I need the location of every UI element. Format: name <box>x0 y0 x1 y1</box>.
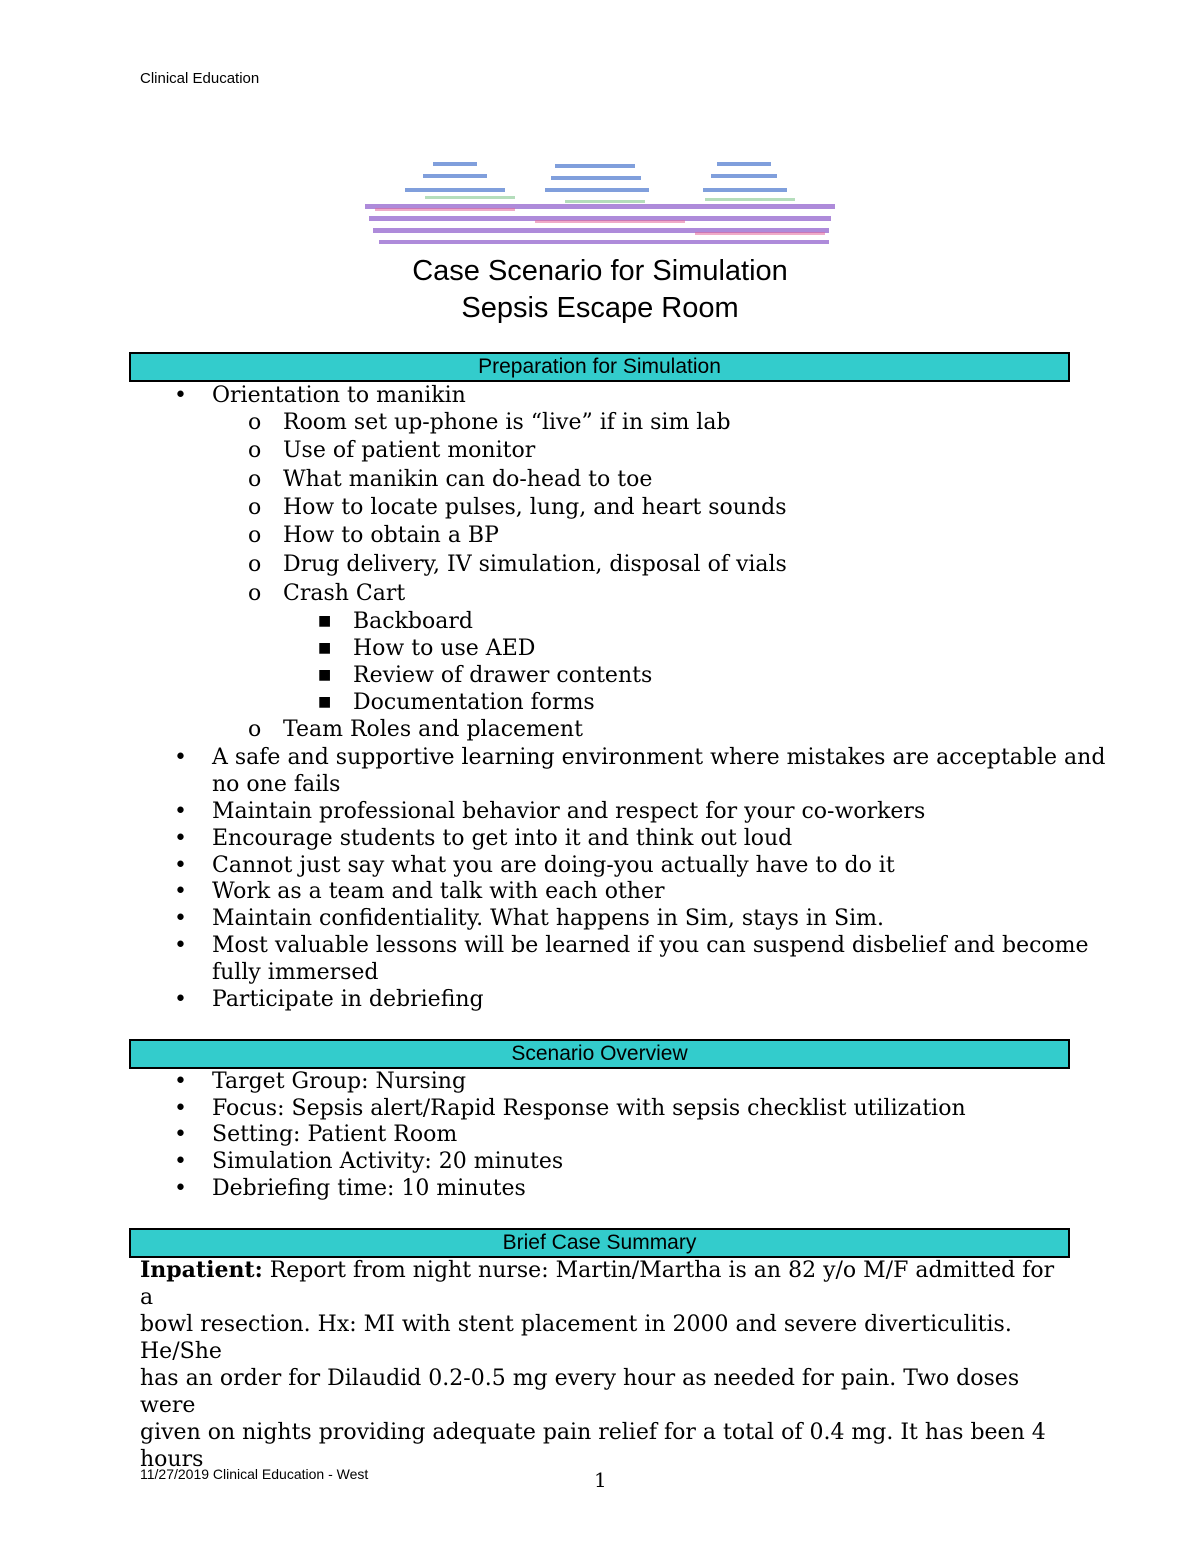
bullet-icon: • <box>174 799 187 824</box>
circle-bullet-icon: o <box>248 581 262 606</box>
page-header: Clinical Education <box>140 70 260 87</box>
summary-line-1 <box>140 1257 1060 1311</box>
square-bullet-icon: ■ <box>318 640 332 656</box>
bullet-icon: • <box>174 879 187 904</box>
bullet-icon: • <box>174 383 187 408</box>
circle-bullet-icon: o <box>248 495 262 520</box>
list-item: Documentation forms <box>353 690 595 715</box>
list-item: Orientation to manikin <box>212 383 466 408</box>
summary-heading: Brief Case Summary <box>129 1228 1070 1258</box>
bullet-icon: • <box>174 933 187 958</box>
bullet-icon: • <box>174 1122 187 1147</box>
list-item: Drug delivery, IV simulation, disposal of vials <box>283 552 787 577</box>
list-item: How to locate pulses, lung, and heart sounds <box>283 495 787 520</box>
list-item: What manikin can do-head to toe <box>283 467 653 492</box>
list-item-continuation: fully immersed <box>212 960 379 985</box>
square-bullet-icon: ■ <box>318 694 332 710</box>
bullet-icon: • <box>174 745 187 770</box>
square-bullet-icon: ■ <box>318 613 332 629</box>
list-item: Setting: Patient Room <box>212 1122 458 1147</box>
summary-line-4: given on nights providing adequate pain relief for a total of 0.4 mg. It has been 4 hours <box>140 1420 1046 1472</box>
list-item: Cannot just say what you are doing-you actually have to do it <box>212 853 895 878</box>
footer-text: 11/27/2019 Clinical Education - West <box>140 1466 369 1482</box>
list-item: Maintain confidentiality. What happens in Sim, stays in Sim. <box>212 906 885 931</box>
organization-logo <box>365 158 835 250</box>
circle-bullet-icon: o <box>248 523 262 548</box>
list-item: Maintain professional behavior and respect for your co-workers <box>212 799 926 824</box>
list-item: How to obtain a BP <box>283 523 499 548</box>
circle-bullet-icon: o <box>248 410 262 435</box>
circle-bullet-icon: o <box>248 552 262 577</box>
list-item: Encourage students to get into it and think out loud <box>212 826 793 851</box>
document-title <box>0 253 1200 327</box>
list-item: Focus: Sepsis alert/Rapid Response with sepsis checklist utilization <box>212 1096 966 1121</box>
bullet-icon: • <box>174 1176 187 1201</box>
list-item: Review of drawer contents <box>353 663 653 688</box>
square-bullet-icon: ■ <box>318 667 332 683</box>
bullet-icon: • <box>174 906 187 931</box>
list-item: Crash Cart <box>283 581 406 606</box>
list-item: Participate in debriefing <box>212 987 484 1012</box>
title-line-1: Case Scenario for Simulation <box>412 255 788 287</box>
list-item: A safe and supportive learning environment where mistakes are acceptable and <box>212 745 1106 770</box>
list-item: Target Group: Nursing <box>212 1069 467 1094</box>
summary-line-2: bowl resection. Hx: MI with stent placement in 2000 and severe diverticulitis. He/She <box>140 1312 1012 1364</box>
circle-bullet-icon: o <box>248 438 262 463</box>
list-item-continuation: no one fails <box>212 772 341 797</box>
overview-heading: Scenario Overview <box>129 1039 1070 1069</box>
bullet-icon: • <box>174 1149 187 1174</box>
preparation-heading: Preparation for Simulation <box>129 352 1070 382</box>
list-item: Backboard <box>353 609 473 634</box>
bullet-icon: • <box>174 987 187 1012</box>
bullet-icon: • <box>174 853 187 878</box>
bullet-icon: • <box>174 1096 187 1121</box>
list-item: Work as a team and talk with each other <box>212 879 665 904</box>
title-line-2: Sepsis Escape Room <box>461 292 739 324</box>
circle-bullet-icon: o <box>248 467 262 492</box>
case-summary-paragraph <box>140 1257 1060 1473</box>
bullet-icon: • <box>174 826 187 851</box>
list-item: Debriefing time: 10 minutes <box>212 1176 526 1201</box>
list-item: Use of patient monitor <box>283 438 536 463</box>
bullet-icon: • <box>174 1069 187 1094</box>
list-item: Room set up-phone is “live” if in sim lab <box>283 410 731 435</box>
list-item: Most valuable lessons will be learned if you can suspend disbelief and become <box>212 933 1089 958</box>
list-item: How to use AED <box>353 636 536 661</box>
list-item: Simulation Activity: 20 minutes <box>212 1149 564 1174</box>
circle-bullet-icon: o <box>248 717 262 742</box>
summary-line-3: has an order for Dilaudid 0.2-0.5 mg every hour as needed for pain. Two doses were <box>140 1366 1020 1418</box>
summary-text-1: Report from night nurse: Martin/Martha is an 82 y/o M/F admitted for a <box>140 1258 1055 1310</box>
list-item: Team Roles and placement <box>283 717 583 742</box>
page-number: 1 <box>594 1468 607 1492</box>
inpatient-label: Inpatient: <box>140 1257 263 1283</box>
